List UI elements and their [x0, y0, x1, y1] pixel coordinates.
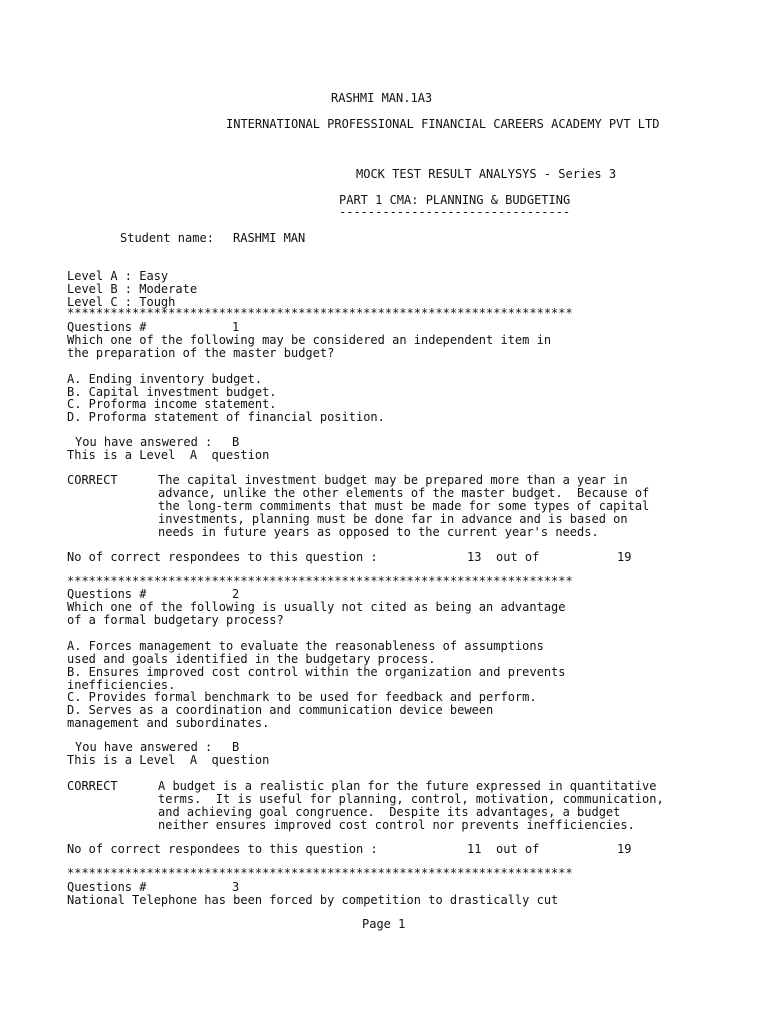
- explanation-line: the long-term commiments that must be made for some types of capital: [158, 499, 650, 513]
- level-legend-b: Level B : Moderate: [67, 282, 198, 296]
- question-stem-line: of a formal budgetary process?: [67, 613, 284, 627]
- student-name-label: Student name:: [120, 231, 214, 245]
- explanation-line: advance, unlike the other elements of the master budget. Because of: [158, 486, 650, 500]
- star-divider: **********************************************************************: [67, 867, 573, 879]
- answer-option: D. Proforma statement of financial position.: [67, 410, 385, 424]
- respondees-label: No of correct respondees to this question :: [67, 550, 378, 564]
- answer-option: management and subordinates.: [67, 716, 270, 730]
- question-stem-line: National Telephone has been forced by competition to drastically cut: [67, 893, 559, 907]
- question-label: Questions #: [67, 320, 147, 334]
- result-status: CORRECT: [67, 473, 118, 487]
- question-label: Questions #: [67, 587, 147, 601]
- part-title: PART 1 CMA: PLANNING & BUDGETING: [339, 193, 571, 207]
- answered-label: You have answered :: [75, 740, 213, 754]
- answer-option: A. Forces management to evaluate the reasonableness of assumptions: [67, 639, 544, 653]
- report-title: MOCK TEST RESULT ANALYSYS - Series 3: [356, 167, 617, 181]
- star-divider: **********************************************************************: [67, 575, 573, 587]
- explanation-line: needs in future years as opposed to the current year's needs.: [158, 525, 599, 539]
- page-number: Page 1: [362, 917, 406, 931]
- correct-count: 11: [467, 842, 482, 856]
- out-of-label: out of: [496, 842, 540, 856]
- explanation-line: A budget is a realistic plan for the future expressed in quantitative: [158, 779, 657, 793]
- question-level: This is a Level A question: [67, 753, 270, 767]
- question-number: 2: [232, 587, 240, 601]
- answer-option: C. Provides formal benchmark to be used for feedback and perform.: [67, 690, 537, 704]
- academy-name: INTERNATIONAL PROFESSIONAL FINANCIAL CAREERS ACADEMY PVT LTD: [226, 117, 660, 131]
- explanation-line: The capital investment budget may be prepared more than a year in: [158, 473, 628, 487]
- out-of-label: out of: [496, 550, 540, 564]
- answered-value: B: [232, 740, 240, 754]
- level-legend-a: Level A : Easy: [67, 269, 169, 283]
- respondees-label: No of correct respondees to this question :: [67, 842, 378, 856]
- answer-option: A. Ending inventory budget.: [67, 372, 263, 386]
- question-label: Questions #: [67, 880, 147, 894]
- student-name: RASHMI MAN: [233, 231, 306, 245]
- answer-option: C. Proforma income statement.: [67, 397, 277, 411]
- question-number: 1: [232, 320, 240, 334]
- part-title-underline: --------------------------------: [339, 205, 571, 219]
- question-number: 3: [232, 880, 240, 894]
- answer-option: B. Ensures improved cost control within the organization and prevents: [67, 665, 566, 679]
- question-level: This is a Level A question: [67, 448, 270, 462]
- star-divider: **********************************************************************: [67, 307, 573, 319]
- explanation-line: neither ensures improved cost control nor prevents inefficiencies.: [158, 818, 635, 832]
- total-count: 19: [617, 550, 632, 564]
- answered-label: You have answered :: [75, 435, 213, 449]
- result-status: CORRECT: [67, 779, 118, 793]
- answer-option: used and goals identified in the budgetary process.: [67, 652, 436, 666]
- document-code: RASHMI MAN.1A3: [331, 91, 433, 105]
- level-legend-c: Level C : Tough: [67, 295, 176, 309]
- explanation-line: terms. It is useful for planning, control, motivation, communication,: [158, 792, 664, 806]
- answer-option: inefficiencies.: [67, 678, 176, 692]
- question-stem-line: the preparation of the master budget?: [67, 346, 335, 360]
- answered-value: B: [232, 435, 240, 449]
- answer-option: B. Capital investment budget.: [67, 385, 277, 399]
- correct-count: 13: [467, 550, 482, 564]
- explanation-line: and achieving goal congruence. Despite its advantages, a budget: [158, 805, 621, 819]
- answer-option: D. Serves as a coordination and communication device beween: [67, 703, 494, 717]
- question-stem-line: Which one of the following may be considered an independent item in: [67, 333, 552, 347]
- total-count: 19: [617, 842, 632, 856]
- question-stem-line: Which one of the following is usually not cited as being an advantage: [67, 600, 566, 614]
- explanation-line: investments, planning must be done far in advance and is based on: [158, 512, 628, 526]
